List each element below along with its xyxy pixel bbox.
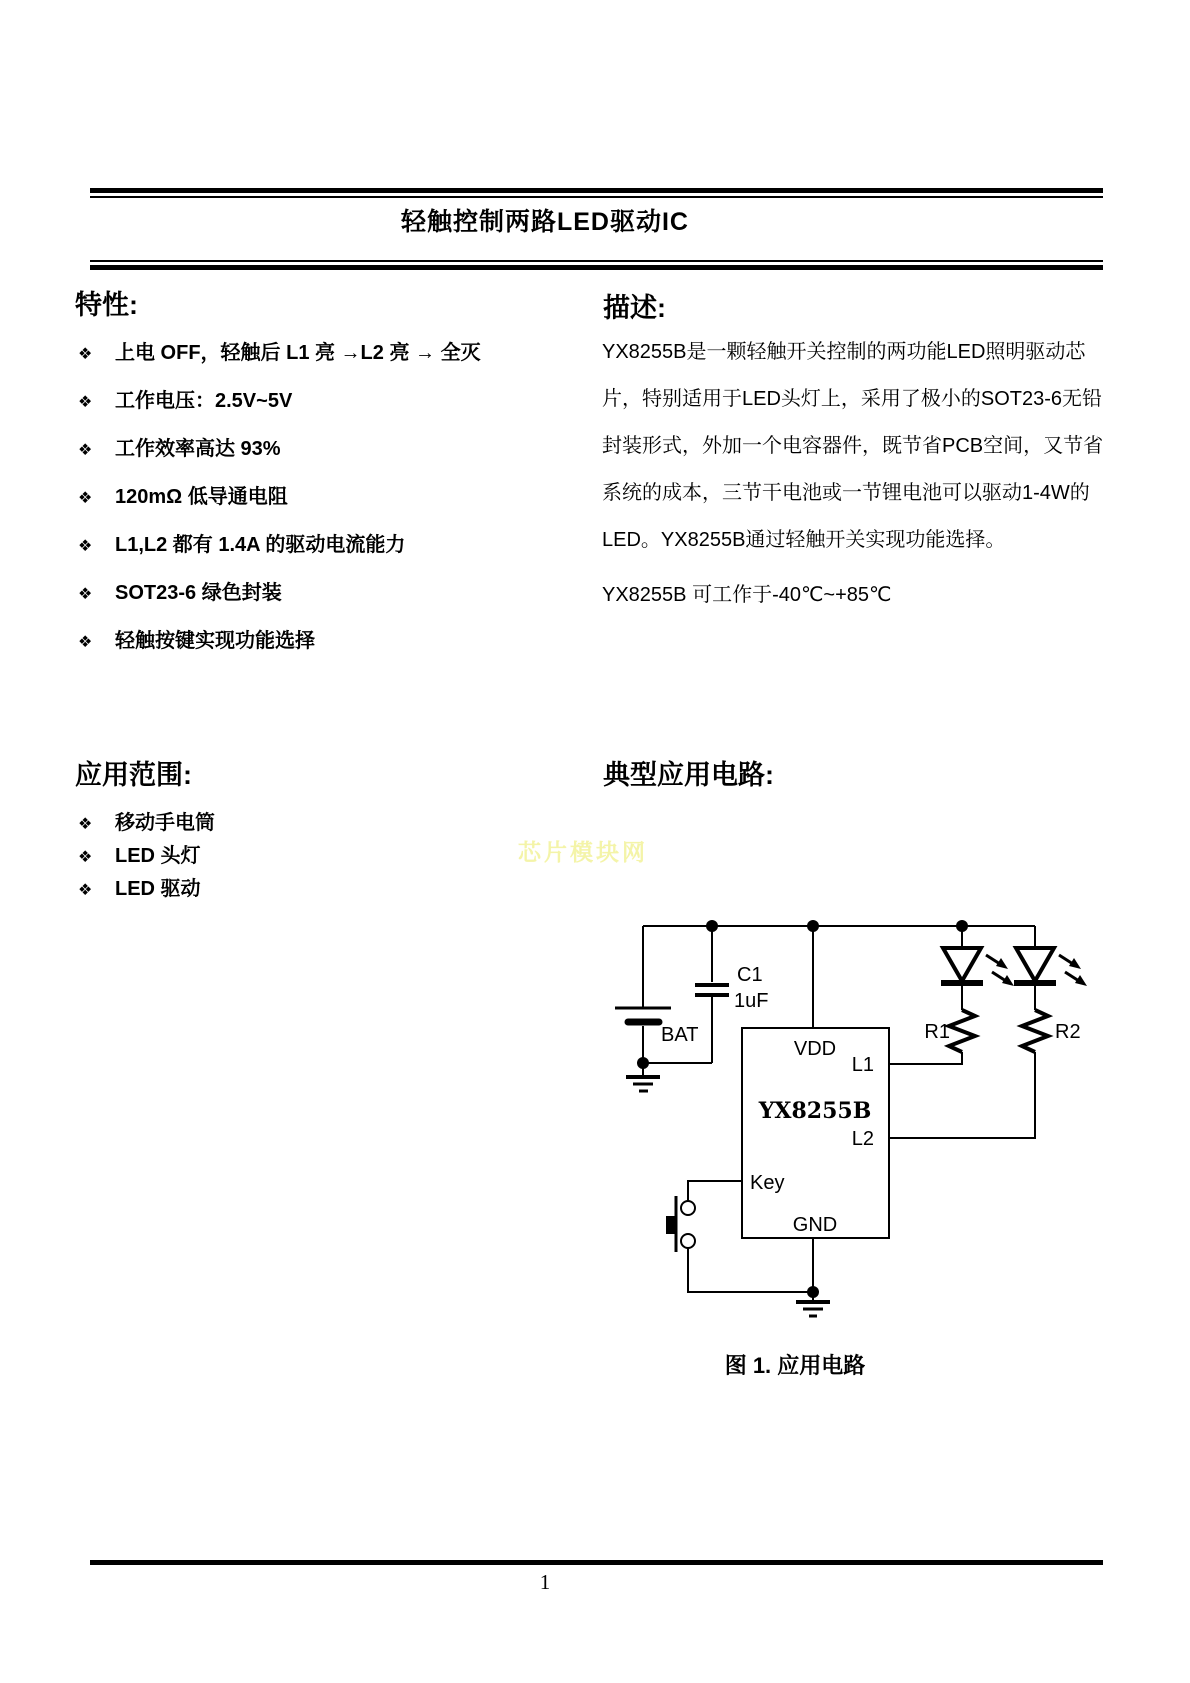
junction-dot <box>807 1286 819 1298</box>
description-line: 封装形式，外加一个电容器件，既节省PCB空间，又节省 <box>602 435 1104 457</box>
applications-heading: 应用范围: <box>75 760 192 790</box>
switch-knob <box>666 1216 676 1234</box>
junction-dot <box>637 1057 649 1069</box>
application-text: LED 头灯 <box>115 845 201 867</box>
key-pin-wire <box>688 1181 742 1201</box>
diamond-bullet-icon: ❖ <box>78 346 93 363</box>
pin-l1-label: L1 <box>851 1054 874 1076</box>
diamond-bullet-icon: ❖ <box>78 394 93 411</box>
l1-pin-wire <box>889 1052 962 1064</box>
operating-range-text: YX8255B 可工作于-40℃~+85℃ <box>602 584 892 606</box>
top-rule-thin <box>90 196 1103 198</box>
features-list <box>78 329 548 665</box>
feature-text: 上电 OFF，轻触后 L1 亮 →L2 亮 → 全灭 <box>115 342 481 364</box>
switch-terminal <box>681 1201 695 1215</box>
application-text: LED 驱动 <box>115 878 201 900</box>
feature-text: 工作效率高达 93% <box>115 438 281 460</box>
feature-text: 120mΩ 低导通电阻 <box>115 486 288 508</box>
feature-text: 工作电压：2.5V~5V <box>115 390 293 412</box>
feature-text: 轻触按键实现功能选择 <box>115 630 315 652</box>
gnd-ground-symbol <box>796 1302 830 1316</box>
pin-l2-label: L2 <box>851 1128 874 1150</box>
page-title: 轻触控制两路LED驱动IC <box>400 208 689 236</box>
resistor-r2 <box>1022 1010 1048 1052</box>
list-item <box>78 377 548 425</box>
list-item <box>78 617 548 665</box>
list-item <box>78 329 548 377</box>
list-item <box>78 840 498 873</box>
description-line: LED。YX8255B通过轻触开关实现功能选择。 <box>602 529 1006 551</box>
applications-list <box>78 807 498 906</box>
diamond-bullet-icon: ❖ <box>78 816 93 833</box>
circuit-heading: 典型应用电路: <box>603 760 774 790</box>
pin-gnd-label: GND <box>792 1214 838 1236</box>
list-item <box>78 473 548 521</box>
diamond-bullet-icon: ❖ <box>78 538 93 555</box>
cap-name-label: C1 <box>737 964 763 986</box>
led1-triangle <box>943 948 981 981</box>
diamond-bullet-icon: ❖ <box>78 634 93 651</box>
diamond-bullet-icon: ❖ <box>78 442 93 459</box>
led2-arrow <box>1065 972 1079 981</box>
cap-value-label: 1uF <box>734 990 769 1012</box>
list-item <box>78 425 548 473</box>
features-heading: 特性: <box>75 290 138 320</box>
battery-ground-symbol <box>626 1077 660 1091</box>
pin-key-label: Key <box>750 1172 785 1194</box>
push-button-symbol <box>666 1196 695 1252</box>
battery-symbol <box>615 1008 671 1022</box>
switch-terminal <box>681 1234 695 1248</box>
title-rule-thick <box>90 265 1103 270</box>
feature-text: SOT23-6 绿色封装 <box>115 582 282 604</box>
top-rule-thick <box>90 188 1103 193</box>
list-item <box>78 807 498 840</box>
resistor-r1 <box>949 1010 975 1052</box>
application-text: 移动手电筒 <box>115 812 215 834</box>
watermark-text: 芯片模块网 <box>518 839 648 865</box>
diamond-bullet-icon: ❖ <box>78 586 93 603</box>
capacitor-symbol <box>695 985 729 995</box>
diamond-bullet-icon: ❖ <box>78 849 93 866</box>
battery-label: BAT <box>661 1024 699 1046</box>
junction-dot <box>706 920 718 932</box>
description-line: 系统的成本，三节干电池或一节锂电池可以驱动1-4W的 <box>602 482 1090 504</box>
diamond-bullet-icon: ❖ <box>78 882 93 899</box>
switch-ground-wire <box>688 1248 813 1292</box>
led1-arrow <box>992 972 1006 981</box>
junction-dot <box>807 920 819 932</box>
list-item <box>78 569 548 617</box>
title-rule-thin <box>90 260 1103 262</box>
footer-rule <box>90 1560 1103 1565</box>
pin-vdd-label: VDD <box>793 1038 837 1060</box>
list-item <box>78 873 498 906</box>
page-number: 1 <box>539 1570 551 1594</box>
junction-dot <box>956 920 968 932</box>
r1-label: R1 <box>924 1021 950 1043</box>
led1-symbol <box>941 948 1014 986</box>
description-line: 片，特别适用于LED头灯上，采用了极小的SOT23-6无铅 <box>602 388 1103 410</box>
figure-caption: 图 1. 应用电路 <box>724 1353 866 1378</box>
application-circuit-diagram <box>560 905 1120 1335</box>
description-paragraph <box>602 329 1104 564</box>
led1-arrow <box>986 955 1000 964</box>
feature-text: L1,L2 都有 1.4A 的驱动电流能力 <box>115 534 406 556</box>
ic-name-label: YX8255B <box>758 1098 872 1124</box>
led2-arrow <box>1059 955 1073 964</box>
list-item <box>78 521 548 569</box>
description-line: YX8255B是一颗轻触开关控制的两功能LED照明驱动芯 <box>602 341 1086 363</box>
led2-triangle <box>1016 948 1054 981</box>
r2-label: R2 <box>1055 1021 1081 1043</box>
diamond-bullet-icon: ❖ <box>78 490 93 507</box>
led2-symbol <box>1014 948 1087 986</box>
description-heading: 描述: <box>603 293 666 323</box>
